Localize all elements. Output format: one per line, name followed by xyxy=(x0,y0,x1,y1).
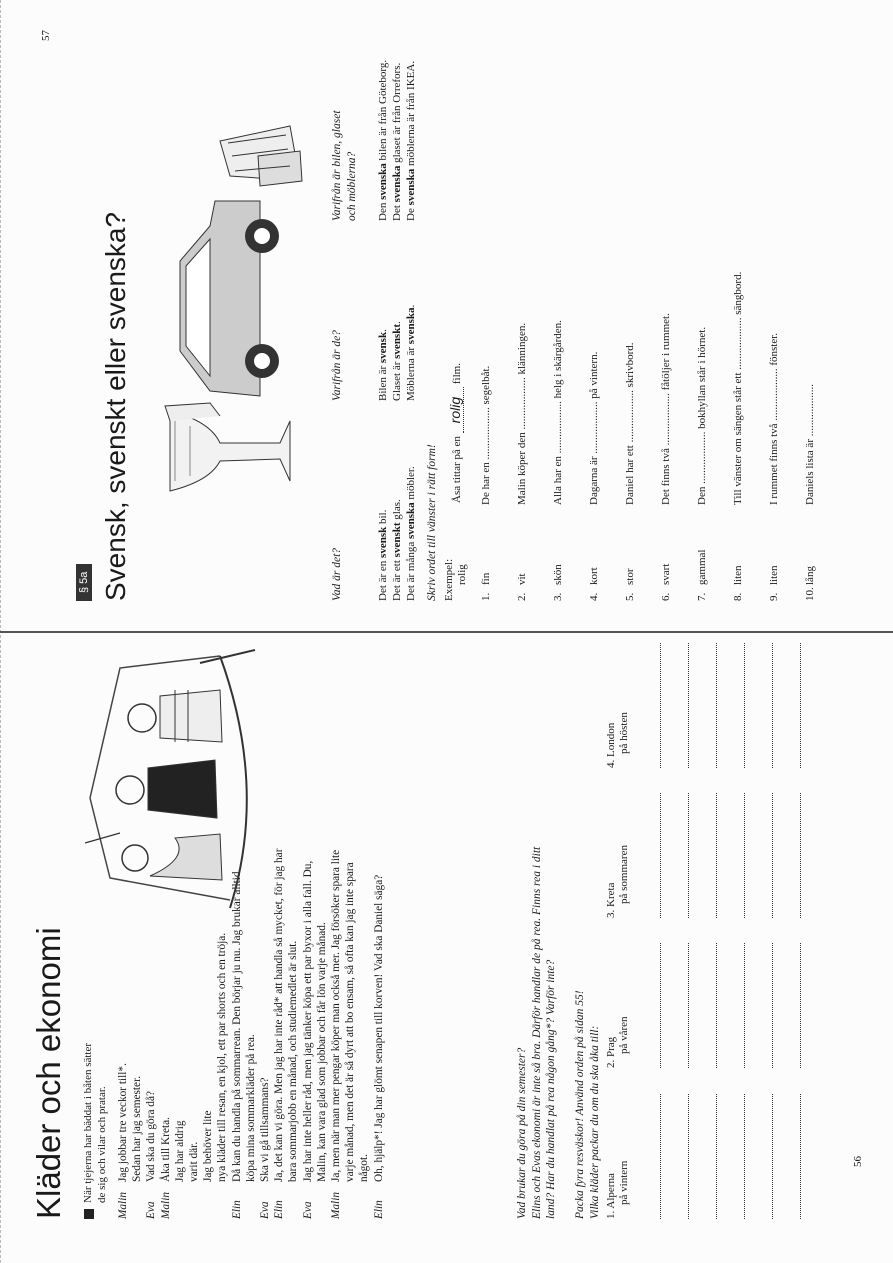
speaker-name: Eva xyxy=(145,1201,158,1219)
writing-line[interactable] xyxy=(744,793,745,918)
dialogue-line xyxy=(357,699,371,1219)
speaker-name: Malin xyxy=(330,1192,343,1219)
destination-heading xyxy=(605,845,618,918)
exercise-word: svart xyxy=(660,563,672,585)
writing-line[interactable] xyxy=(660,793,661,918)
dialogue-text: Sedan har jag semester. xyxy=(131,1075,144,1182)
example-bold: svenskt xyxy=(391,522,403,558)
exercise-number: 7. xyxy=(696,592,708,601)
speaker-name xyxy=(357,1182,371,1219)
exercise-item[interactable] xyxy=(552,320,564,601)
example-bold: svenska xyxy=(391,165,403,203)
destination-place: Kreta xyxy=(605,882,617,907)
column-header xyxy=(330,330,345,401)
example-pre: Det är ett xyxy=(391,557,403,601)
page-number: 57 xyxy=(40,30,52,41)
dialogue-text: varje månad, men det är så dyrt att bo ensam, så ofta kan jag inte spara xyxy=(344,862,357,1182)
dialogue-line xyxy=(372,699,386,1219)
girls-boat-illustration xyxy=(80,648,260,918)
speaker-name xyxy=(315,1182,329,1219)
example-post: glas. xyxy=(391,499,403,523)
dialogue-text: Ja, men när man mer pengar köper man också mer. Jag försöker spara lite xyxy=(330,849,343,1182)
destination-place: Alperna xyxy=(605,1173,617,1209)
destination-place: London xyxy=(605,722,617,757)
exercise-number: 8. xyxy=(732,592,744,601)
writing-line[interactable] xyxy=(772,643,773,768)
example-pre: Bilen är xyxy=(377,363,389,401)
exercise-item[interactable] xyxy=(624,342,636,601)
speaker-name xyxy=(201,1182,215,1219)
dialogue-text: Jag jobbar tre veckor till*. xyxy=(117,1063,129,1182)
exercise-sentence: De har en ................... segelbåt. xyxy=(480,365,492,505)
exercise-number: 10. xyxy=(804,587,816,601)
instruction: Skriv ordet till vänster i rätt form! xyxy=(426,444,438,601)
writing-line[interactable] xyxy=(716,1094,717,1219)
exercise-word: vit xyxy=(516,573,528,585)
destination-1 xyxy=(605,1161,631,1219)
writing-line[interactable] xyxy=(688,793,689,918)
writing-line[interactable] xyxy=(744,943,745,1068)
exercise-word: gammal xyxy=(696,549,708,585)
speaker-name: Elin xyxy=(372,1200,385,1219)
exercise-word: fin xyxy=(480,572,492,585)
speaker-name: Malin xyxy=(159,1192,172,1219)
writing-line[interactable] xyxy=(744,1094,745,1219)
grammar-example xyxy=(390,226,404,401)
speaker-name xyxy=(130,1182,144,1219)
dialogue-text: Jag har aldrig xyxy=(173,1120,186,1182)
destination-place: Prag xyxy=(605,1036,617,1057)
dialogue-text: Åka till Kreta. xyxy=(159,1117,172,1182)
speaker-name: Eva xyxy=(259,1201,272,1219)
exercise-item[interactable] xyxy=(480,366,492,601)
example-post: möbler. xyxy=(405,466,417,503)
glass-car-chair-illustration xyxy=(150,121,320,501)
exercise-sentence: Daniel har ett ................... skrivbord. xyxy=(624,342,636,505)
writing-line[interactable] xyxy=(688,1094,689,1219)
lesson-badge xyxy=(74,564,92,601)
exercise-item[interactable] xyxy=(768,333,780,601)
example-word: rolig xyxy=(456,564,468,585)
exercise-sentence: Dagarna är ................... på vintern. xyxy=(588,351,600,505)
exercise-number: 5. xyxy=(624,592,636,601)
grammar-example xyxy=(376,406,390,601)
speaker-name: Elin xyxy=(230,1200,243,1219)
lesson-badge-text: § 5a xyxy=(76,564,92,601)
destination-heading xyxy=(605,712,618,768)
example-pre: Det xyxy=(391,202,403,221)
exercise-item[interactable] xyxy=(588,352,600,601)
speaker-name: Elin xyxy=(273,1200,286,1219)
example-sentence xyxy=(448,363,464,503)
writing-line[interactable] xyxy=(772,793,773,918)
dialogue-text: varit där. xyxy=(188,1141,201,1182)
column-header xyxy=(330,110,359,221)
exercise-number: 3. xyxy=(552,592,564,601)
writing-line[interactable] xyxy=(772,1094,773,1219)
grammar-example xyxy=(404,11,418,221)
intro-text xyxy=(81,1043,109,1203)
dialogue-line xyxy=(258,699,272,1219)
grammar-example xyxy=(376,11,390,221)
grammar-example xyxy=(390,11,404,221)
exercise-sentence: Den ................... bokhyllan står i hörnet. xyxy=(696,326,708,505)
speaker-name xyxy=(187,1182,201,1219)
destination-3 xyxy=(605,845,631,918)
example-post: . xyxy=(377,329,389,332)
speaker-name xyxy=(215,1182,229,1219)
dialogue-text: Ja, det kan vi göra. Men jag har inte råd* att handla så mycket, för jag har xyxy=(273,848,286,1182)
writing-line[interactable] xyxy=(800,793,801,918)
destination-4 xyxy=(605,712,631,768)
page-title: Kläder och ekonomi xyxy=(30,927,67,1219)
writing-line[interactable] xyxy=(688,643,689,768)
writing-line[interactable] xyxy=(688,943,689,1068)
example-post: . xyxy=(405,304,417,308)
exercise-number: 1. xyxy=(480,592,492,601)
dialogue-text: nya kläder till resan, en kjol, ett par shorts och en tröja. xyxy=(216,932,229,1182)
dialogue-line xyxy=(315,699,329,1219)
dialogue-line xyxy=(272,699,286,1219)
destination-number: 1. xyxy=(605,1210,617,1219)
example-pre: Glaset är xyxy=(391,358,403,401)
exercise-item[interactable] xyxy=(732,272,744,601)
dialogue-text: något. xyxy=(358,1154,371,1182)
writing-line[interactable] xyxy=(660,643,661,768)
example-post: möblerna är från IKEA. xyxy=(405,60,417,169)
writing-line[interactable] xyxy=(800,1094,801,1219)
exercise-sentence: Malin köper den ................... klänningen. xyxy=(516,322,528,505)
exercise-word: liten xyxy=(732,565,744,585)
grammar-example xyxy=(390,406,404,601)
speaker-name xyxy=(343,1182,357,1219)
speaker-name: Eva xyxy=(301,1201,314,1219)
dialogue-text: köpa mina sommarkläder på rea. xyxy=(244,1034,257,1182)
dialogue-text: Ska vi gå tillsammans? xyxy=(259,1077,272,1182)
writing-line[interactable] xyxy=(744,643,745,768)
task-line-1: Packa fyra resväskor! Använd orden på sidan 55! xyxy=(574,990,586,1219)
destination-season: på hösten xyxy=(618,712,630,754)
writing-line[interactable] xyxy=(800,943,801,1068)
exercise-number: 2. xyxy=(516,592,528,601)
destination-number: 4. xyxy=(605,759,617,768)
example-pre: Den xyxy=(377,199,389,221)
exercise-sentence: I rummet finns två ................... fönster. xyxy=(768,332,780,505)
writing-line[interactable] xyxy=(660,943,661,1068)
dialogue-text: Malin, kan vara glad som jobbar och får lön varje månad. xyxy=(315,922,328,1182)
packing-task xyxy=(573,990,602,1219)
question-3: land? Har du handlat på rea någon gång*? Varför inte? xyxy=(545,959,557,1219)
example-post: bil. xyxy=(377,509,389,527)
speaker-name xyxy=(244,1182,258,1219)
writing-line[interactable] xyxy=(716,643,717,768)
exercise-sentence: Till vänster om sängen står ett ................... sängbord. xyxy=(732,271,744,505)
speaker-name: Malin xyxy=(117,1192,129,1219)
dialogue-line xyxy=(329,699,343,1219)
example-label: Exempel: xyxy=(443,558,455,601)
grammar-example xyxy=(376,226,390,401)
dialogue-text: Jag behöver lite xyxy=(202,1110,215,1182)
dialogue-line xyxy=(301,699,315,1219)
audio-icon xyxy=(84,1209,94,1219)
example-pre: Det är många xyxy=(405,539,417,601)
exercise-word: kort xyxy=(588,567,600,585)
destination-season: på våren xyxy=(618,1016,630,1054)
example-bold: svensk xyxy=(377,331,389,364)
example-pre: Det är en xyxy=(377,557,389,601)
writing-line[interactable] xyxy=(800,643,801,768)
destination-heading xyxy=(605,1161,618,1219)
example-bold: svenskt xyxy=(391,324,403,359)
exercise-word: skön xyxy=(552,564,564,585)
example-bold: svenska xyxy=(405,168,417,206)
column-header xyxy=(330,548,345,601)
writing-line[interactable] xyxy=(660,1094,661,1219)
page-fold xyxy=(0,631,893,633)
writing-line[interactable] xyxy=(716,793,717,918)
page-56 xyxy=(0,632,893,1263)
intro-line-1: När tjejerna har bäddat i båten sätter xyxy=(82,1042,94,1203)
speaker-name xyxy=(173,1182,187,1219)
dialogue-text: Jag har inte heller råd, men jag tänker köpa ett par byxor i alla fall. Du, xyxy=(301,860,314,1182)
example-bold: svenska xyxy=(405,502,417,539)
page-57 xyxy=(0,0,893,631)
question-2: Elins och Evas ekonomi är inte så bra. Därför handlar de på rea. Finns rea i ditt xyxy=(530,846,543,1219)
exercise-word: liten xyxy=(768,565,780,585)
destination-season: på vintern xyxy=(618,1160,630,1205)
column-header-line: Varifrån är de? xyxy=(331,330,343,401)
destination-number: 2. xyxy=(605,1059,617,1068)
exercise-word: lång xyxy=(804,566,816,585)
example-sentence-post: film. xyxy=(451,363,463,387)
dialogue-text: Oh, hjälp*! Jag har glömt senapen till korven! Vad ska Daniel säga? xyxy=(372,874,385,1182)
exercise-item[interactable] xyxy=(696,327,708,601)
grammar-example xyxy=(404,226,418,401)
column-header-line: Vad är det? xyxy=(331,547,343,601)
example-post: bilen är från Göteborg. xyxy=(377,59,389,164)
exercise-number: 4. xyxy=(588,592,600,601)
dialogue-text: Då kan du handla på sommarrean. Den börjar ju nu. Jag brukar alltid xyxy=(230,871,243,1182)
destination-number: 3. xyxy=(605,909,617,918)
example-answer: rolig xyxy=(447,387,464,433)
writing-line[interactable] xyxy=(716,943,717,1068)
discussion-questions xyxy=(515,659,559,1219)
exercise-item[interactable] xyxy=(660,313,672,601)
column-header-line: och möblerna? xyxy=(345,151,358,221)
writing-line[interactable] xyxy=(772,943,773,1068)
destination-season: på sommaren xyxy=(618,845,630,904)
dialogue-line xyxy=(286,699,300,1219)
exercise-item[interactable] xyxy=(516,323,528,601)
example-post: glaset är från Orrefors. xyxy=(391,62,403,166)
destination-2 xyxy=(605,1016,631,1068)
example-bold: svenska xyxy=(405,307,417,345)
destination-heading xyxy=(605,1016,618,1068)
exercise-word: stor xyxy=(624,568,636,585)
exercise-number: 9. xyxy=(768,592,780,601)
intro-line-2: de sig och vilar och pratar. xyxy=(96,1086,108,1203)
example-post: . xyxy=(391,321,403,324)
example-sentence-pre: Åsa tittar på en xyxy=(451,433,463,503)
exercise-sentence: Det finns två ................... fåtöljer i rummet. xyxy=(660,313,672,505)
column-header-line: Varifrån är bilen, glaset xyxy=(331,110,343,221)
example-bold: svenska xyxy=(377,163,389,200)
dialogue-text: bara sommarjobb en månad, och studiemedlet är slut. xyxy=(287,940,300,1182)
dialogue-text: Vad ska du göra då? xyxy=(145,1091,158,1182)
page-number: 56 xyxy=(852,1156,864,1167)
exercise-item[interactable] xyxy=(804,384,816,601)
example-bold: svensk xyxy=(377,526,389,558)
page-title: Svensk, svenskt eller svenska? xyxy=(100,211,131,601)
exercise-number: 6. xyxy=(660,592,672,601)
grammar-example xyxy=(404,406,418,601)
exercise-sentence: Alla har en ................... helg i skärgården. xyxy=(552,320,564,505)
question-1: Vad brukar du göra på din semester? xyxy=(516,1047,528,1219)
task-line-2: Vilka kläder packar du om du ska åka till: xyxy=(588,1025,601,1219)
example-pre: Möblerna är xyxy=(405,344,417,401)
example-pre: De xyxy=(405,205,417,221)
exercise-sentence: Daniels lista är ................... xyxy=(804,384,816,505)
speaker-name xyxy=(286,1182,300,1219)
dialogue-line xyxy=(343,699,357,1219)
